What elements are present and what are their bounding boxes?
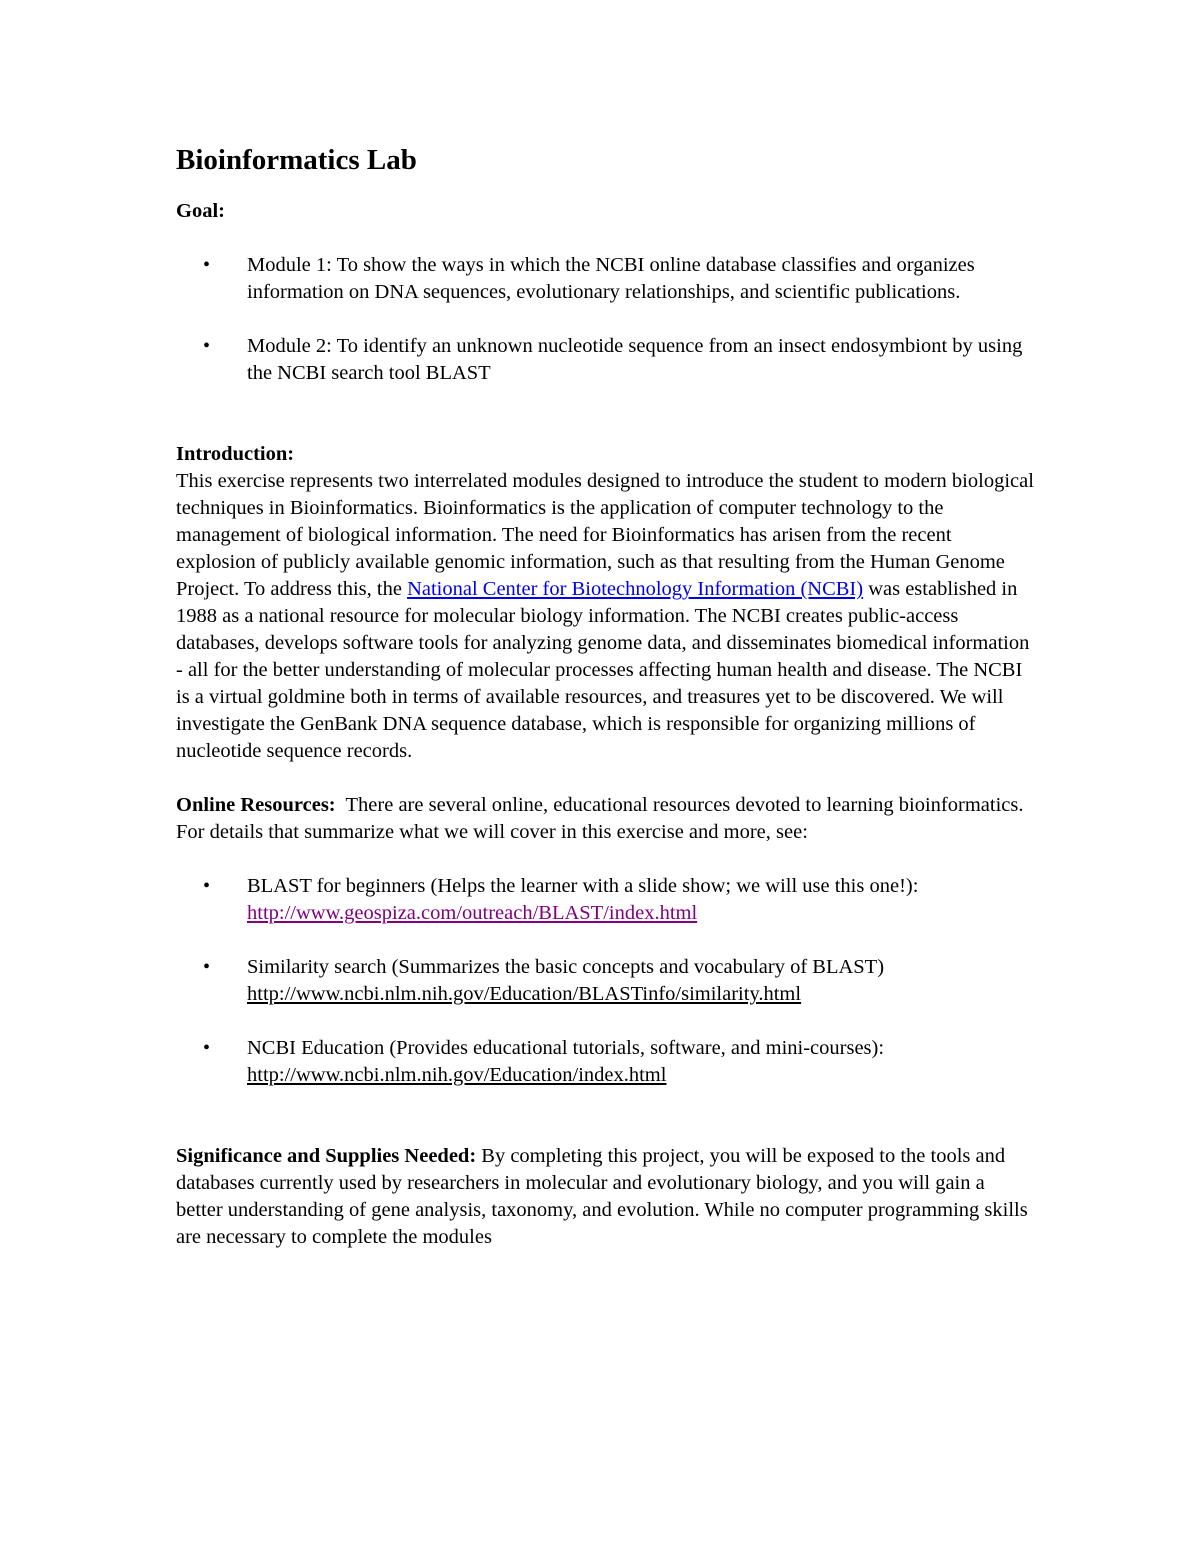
resource-item xyxy=(176,954,1036,1008)
resource-list xyxy=(176,873,1036,1089)
introduction-heading: Introduction: xyxy=(176,443,295,465)
resource-item xyxy=(176,1035,1036,1089)
significance-section xyxy=(176,1143,1036,1251)
resource-item-text: Similarity search (Summarizes the basic concepts and vocabulary of BLAST) xyxy=(247,956,885,978)
significance-heading: Significance and Supplies Needed: xyxy=(176,1145,477,1167)
online-resources-section xyxy=(176,792,1036,1089)
resource-link[interactable]: http://www.ncbi.nlm.nih.gov/Education/index.html xyxy=(247,1064,667,1086)
goal-item-text: Module 2: To identify an unknown nucleotide sequence from an insect endosymbiont by using the NCBI search tool BLAST xyxy=(247,335,1023,384)
significance-text: By completing this project, you will be exposed to the tools and databases currently used by researchers in molecular and evolutionary biology, and you will gain a better understanding of gene analysis, taxonomy, and evolution. While no computer programming skills are necessary to complete the modules xyxy=(176,1145,1028,1248)
goal-item xyxy=(176,252,1036,306)
introduction-section xyxy=(176,441,1036,765)
introduction-text-start: This exercise represents two interrelated modules designed to introduce the student to modern biological techniques in Bioinformatics. Bioinformatics is the application of computer technology to the management of biological information. The need for Bioinformatics has arisen from the recent explosion of publicly available genomic information, such as that resulting from the Human Genome Project. To address this, the xyxy=(176,470,1034,600)
introduction-text-end: was established in 1988 as a national resource for molecular biology information. The NCBI creates public-access databases, develops software tools for analyzing genome data, and disseminates biomedical information - all for the better understanding of molecular processes affecting human health and disease. The NCBI is a virtual goldmine both in terms of available resources, and treasures yet to be discovered. We will investigate the GenBank DNA sequence database, which is responsible for organizing millions of nucleotide sequence records. xyxy=(176,578,1030,762)
goal-item-text: Module 1: To show the ways in which the NCBI online database classifies and organizes information on DNA sequences, evolutionary relationships, and scientific publications. xyxy=(247,254,975,303)
introduction-paragraph xyxy=(176,468,1036,765)
document-page xyxy=(176,140,1036,1251)
bullet-icon: • xyxy=(203,335,211,357)
online-resources-text: There are several online, educational resources devoted to learning bioinformatics. For details that summarize what we will cover in this exercise and more, see: xyxy=(176,794,1024,843)
significance-paragraph xyxy=(176,1143,1036,1251)
goal-item xyxy=(176,333,1036,387)
resource-link[interactable]: http://www.geospiza.com/outreach/BLAST/index.html xyxy=(247,902,698,924)
bullet-icon: • xyxy=(203,956,211,978)
resource-link[interactable]: http://www.ncbi.nlm.nih.gov/Education/BLASTinfo/similarity.html xyxy=(247,983,802,1005)
bullet-icon: • xyxy=(203,875,211,897)
online-resources-paragraph xyxy=(176,792,1036,846)
goal-heading: Goal: xyxy=(176,200,225,222)
document-title: Bioinformatics Lab xyxy=(176,144,417,176)
online-resources-heading: Online Resources: xyxy=(176,794,336,816)
resource-item-text: NCBI Education (Provides educational tutorials, software, and mini-courses): xyxy=(247,1037,885,1059)
goal-list xyxy=(176,252,1036,387)
resource-item-text: BLAST for beginners (Helps the learner with a slide show; we will use this one!): xyxy=(247,875,919,897)
bullet-icon: • xyxy=(203,254,211,276)
ncbi-link[interactable]: National Center for Biotechnology Information (NCBI) xyxy=(407,578,864,600)
bullet-icon: • xyxy=(203,1037,211,1059)
resource-item xyxy=(176,873,1036,927)
